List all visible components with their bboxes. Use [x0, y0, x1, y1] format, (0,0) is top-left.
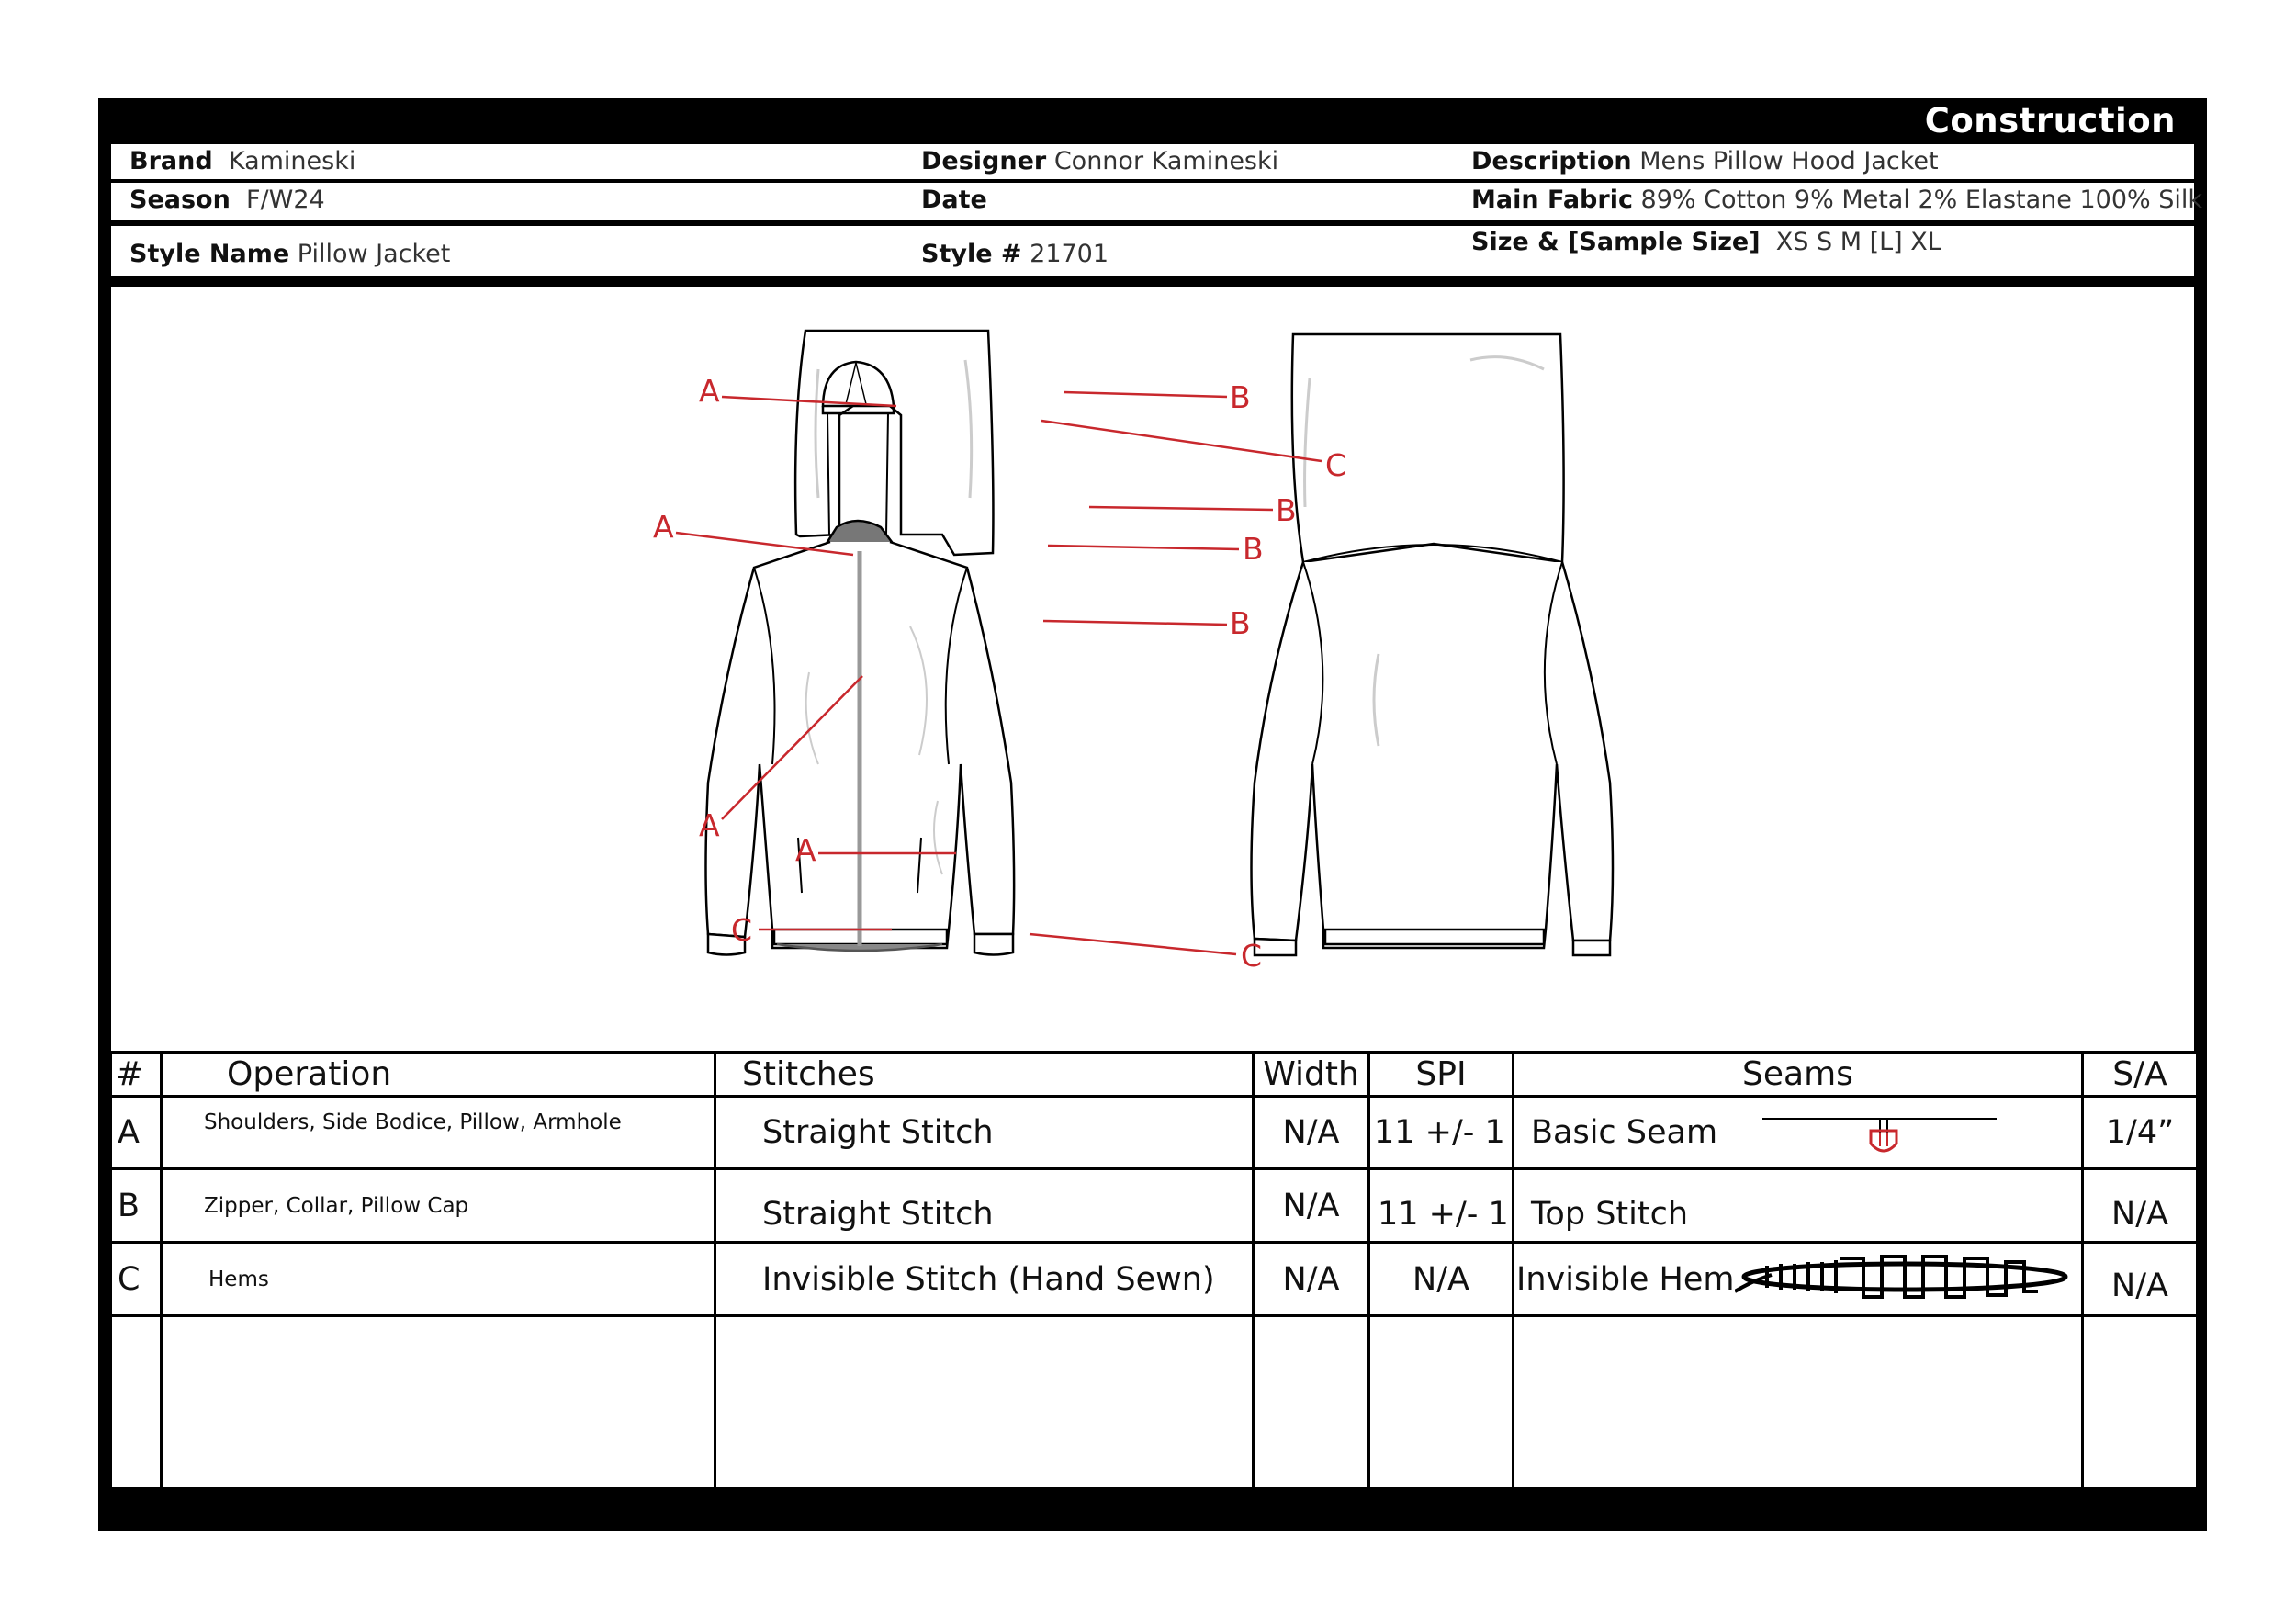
- construction-table: [109, 1051, 2199, 1493]
- row-sa: N/A: [2083, 1243, 2198, 1316]
- style-name-field: Style Name Pillow Jacket: [129, 240, 451, 268]
- description-field: Description Mens Pillow Hood Jacket: [1471, 147, 1939, 175]
- designer-field: Designer Connor Kamineski: [921, 147, 1279, 175]
- row-stitch: Invisible Stitch (Hand Sewn): [715, 1243, 1254, 1316]
- main-fabric-field: Main Fabric 89% Cotton 9% Metal 2% Elastane 100% Silk: [1471, 186, 2203, 214]
- table-row-empty: [111, 1316, 2198, 1493]
- row-seam: [1514, 1243, 2083, 1316]
- header-row-1: [111, 144, 2194, 179]
- table-row: [111, 1243, 2198, 1316]
- brand-value: Kamineski: [228, 147, 356, 175]
- row-sa: N/A: [2083, 1169, 2198, 1243]
- basic-seam-icon: [1762, 1105, 2001, 1160]
- season-value: F/W24: [246, 186, 325, 214]
- size-value: XS S M [L] XL: [1775, 228, 1941, 256]
- row-operation: Hems: [162, 1243, 715, 1316]
- col-header-number: #: [111, 1053, 162, 1097]
- row-seam: Top Stitch: [1514, 1169, 2083, 1243]
- style-number-value: 21701: [1030, 240, 1109, 268]
- header-row-3: [111, 226, 2194, 276]
- col-header-width: Width: [1254, 1053, 1369, 1097]
- row-spi: N/A: [1369, 1243, 1514, 1316]
- table-row: [111, 1169, 2198, 1243]
- col-header-operation: Operation: [162, 1053, 715, 1097]
- row-seam: [1514, 1097, 2083, 1169]
- row-width: N/A: [1254, 1097, 1369, 1169]
- row-spi: 11 +/- 1: [1369, 1097, 1514, 1169]
- callout-a-armhole: A: [795, 832, 816, 868]
- callout-c-hem: C: [1241, 938, 1263, 974]
- row-code: A: [111, 1097, 162, 1169]
- spec-sheet-frame: [98, 98, 2207, 1531]
- col-header-seams: Seams: [1514, 1053, 2083, 1097]
- row-operation: Shoulders, Side Bodice, Pillow, Armhole: [162, 1097, 715, 1169]
- season-field: Season F/W24: [129, 186, 325, 214]
- row-seam-label: Basic Seam: [1531, 1114, 1718, 1151]
- designer-value: Connor Kamineski: [1053, 147, 1279, 175]
- technical-drawing-area: [111, 287, 2194, 1054]
- flat-sketch: [111, 287, 2194, 1054]
- callout-b-collar: B: [1243, 531, 1264, 567]
- row-stitch: Straight Stitch: [715, 1169, 1254, 1243]
- style-name-value: Pillow Jacket: [297, 240, 451, 268]
- row-width: N/A: [1254, 1169, 1369, 1243]
- size-field: Size & [Sample Size] XS S M [L] XL: [1471, 228, 1941, 256]
- row-width: N/A: [1254, 1243, 1369, 1316]
- table-row: [111, 1097, 2198, 1169]
- invisible-hem-icon: [1735, 1253, 2079, 1310]
- callout-c-cap-hem: C: [1325, 447, 1347, 483]
- description-value: Mens Pillow Hood Jacket: [1639, 147, 1939, 175]
- col-header-sa: S/A: [2083, 1053, 2198, 1097]
- row-sa: 1/4”: [2083, 1097, 2198, 1169]
- callout-b-zipper: B: [1230, 605, 1251, 641]
- footer-bar: [98, 1487, 2207, 1531]
- header-row-2: [111, 183, 2203, 220]
- row-code: B: [111, 1169, 162, 1243]
- row-seam-label: Invisible Hem: [1516, 1260, 1735, 1298]
- callout-c-cuff: C: [731, 912, 753, 948]
- date-field: Date: [921, 186, 987, 214]
- front-jacket-sketch: [706, 331, 1015, 955]
- row-stitch: Straight Stitch: [715, 1097, 1254, 1169]
- col-header-spi: SPI: [1369, 1053, 1514, 1097]
- callout-b-pillow: B: [1276, 492, 1297, 528]
- row-spi: 11 +/- 1: [1369, 1169, 1514, 1243]
- table-header-row: [111, 1053, 2198, 1097]
- back-jacket-sketch: [1252, 334, 1614, 955]
- main-fabric-value: 89% Cotton 9% Metal 2% Elastane 100% Silk: [1640, 186, 2203, 214]
- callout-a-hood: A: [699, 373, 720, 409]
- page-title: Construction: [1924, 101, 2176, 141]
- style-number-field: Style # 21701: [921, 240, 1109, 268]
- row-code: C: [111, 1243, 162, 1316]
- brand-field: Brand Kamineski: [129, 147, 356, 175]
- callout-a-side: A: [699, 807, 720, 843]
- callout-a-shoulder: A: [653, 509, 674, 545]
- row-operation: Zipper, Collar, Pillow Cap: [162, 1169, 715, 1243]
- callout-b-cap: B: [1230, 379, 1251, 415]
- col-header-stitches: Stitches: [715, 1053, 1254, 1097]
